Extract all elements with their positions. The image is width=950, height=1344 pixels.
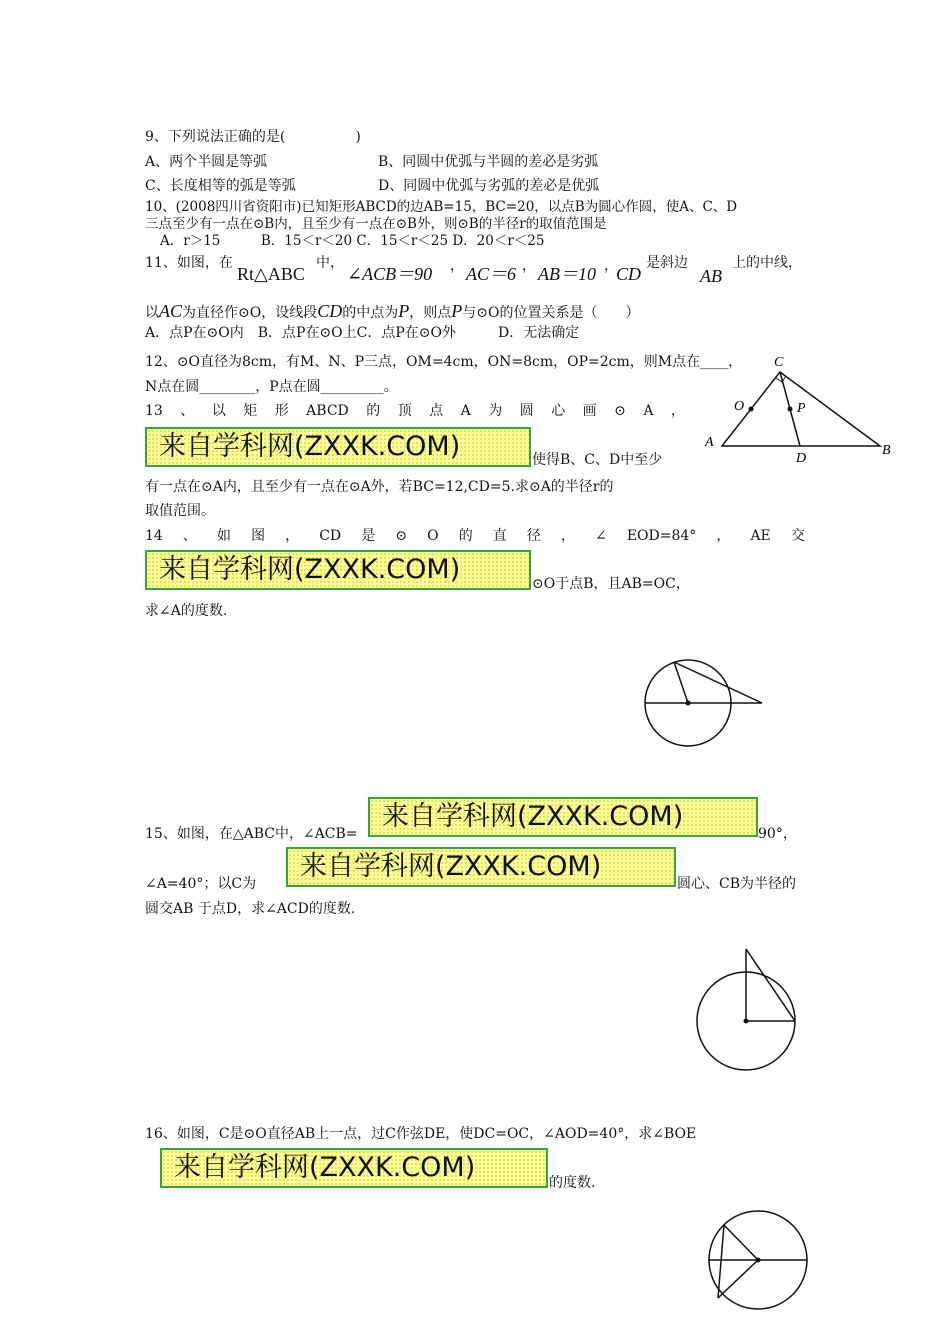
q12-line1: 12、⊙O直径为8cm，有M、N、P三点，OM=4cm，ON=8cm，OP=2cm，则M点在____， — [145, 354, 743, 370]
q11-options: A．点P在⊙O内 B．点P在⊙O上C．点P在⊙O外 D．无法确定 — [145, 325, 580, 341]
q11-comma1: ， — [450, 258, 464, 274]
q16-line1: 16、如图，C是⊙O直径AB上一点，过C作弦DE，使DC=OC，∠AOD=40°，求∠BOE — [145, 1126, 697, 1142]
triangle-figure — [700, 350, 900, 465]
q11-ab10: AB＝10 — [538, 264, 596, 284]
q12-line2: N点在圆________，P点在圆_________。 — [145, 379, 398, 395]
q11-line2-a: 以 — [145, 305, 159, 321]
circle-secant-figure — [640, 655, 770, 750]
q9-option-a: A、两个半圆是等弧 — [145, 154, 268, 170]
label-c: C — [774, 355, 784, 370]
q9-option-b: B、同圆中优弧与半圆的差必是劣弧 — [378, 154, 599, 170]
q11-line2-cd: CD — [317, 301, 343, 321]
label-a: A — [705, 435, 714, 450]
q11-comma3: ， — [604, 258, 618, 274]
q11-line2-c: 的中点为 — [342, 305, 399, 321]
q14-line3: 求∠A的度数. — [145, 603, 228, 619]
q15-line3: 圆交AB 于点D，求∠ACD的度数. — [145, 901, 356, 917]
q11-line2-p: P — [398, 301, 410, 321]
q16-line2-tail: 的度数. — [549, 1175, 596, 1191]
q11-angle: ∠ACB＝90 — [347, 264, 433, 284]
q13-line2-tail: 使得B、C、D中至少 — [532, 452, 663, 468]
q10-line2: 三点至少有一点在⊙B内，且至少有一点在⊙B外，则⊙B的半径r的取值范围是 — [145, 216, 607, 232]
q11-triangle: Rt△ABC — [237, 264, 305, 284]
q11-comma2: ， — [522, 258, 536, 274]
q11-mid2: 是斜边 — [646, 255, 688, 271]
q11-line2-e: 与⊙O的位置关系是（ ） — [462, 305, 640, 321]
q11-mid1: 中， — [316, 255, 344, 271]
q14-line1: 14 、 如 图 ， CD 是 ⊙ O 的 直 径 ， ∠ EOD=84° ， AE 交 — [145, 528, 805, 544]
watermark-banner: 来自学科网(ZXXK.COM) — [368, 797, 758, 837]
label-b: B — [882, 443, 891, 458]
q13-line4: 取值范围。 — [145, 503, 215, 519]
q11-line2-ac: AC — [159, 301, 183, 321]
watermark-banner: 来自学科网(ZXXK.COM) — [145, 550, 531, 590]
watermark-banner: 来自学科网(ZXXK.COM) — [160, 1148, 548, 1188]
watermark-banner: 来自学科网(ZXXK.COM) — [286, 847, 676, 887]
q11-prefix: 11、如图，在 — [145, 255, 233, 271]
q11-line2-d: ，则点 — [409, 305, 452, 321]
q9-option-d: D、同圆中优弧与劣弧的差必是优弧 — [378, 178, 600, 194]
q11-line2-p2: P — [451, 301, 463, 321]
q11-ab: AB — [700, 266, 722, 286]
circle-chord-figure — [700, 1210, 815, 1315]
label-p: P — [797, 401, 806, 416]
q9-option-c: C、长度相等的弧是等弧 — [145, 178, 296, 194]
label-d: D — [796, 451, 807, 465]
q10-line1: 10、(2008四川省资阳市)已知矩形ABCD的边AB=15，BC=20，以点B为圆心作圆，使A、C、D — [145, 199, 738, 215]
q15-line2-tail: 圆心、CB为半径的 — [677, 876, 796, 892]
q9-stem: 9、下列说法正确的是( ) — [145, 129, 361, 145]
q15-line2-head: ∠A=40°；以C为 — [145, 876, 257, 892]
q14-line2-tail: ⊙O于点B，且AB=OC， — [532, 576, 690, 592]
q11-ac6: AC＝6 — [466, 264, 517, 284]
q10-options: A．r＞15 B．15＜r＜20 C．15＜r＜25 D．20＜r＜25 — [160, 233, 545, 249]
q13-line3: 有一点在⊙A内，且至少有一点在⊙A外，若BC=12,CD=5.求⊙A的半径r的 — [145, 479, 614, 495]
q13-line1: 13 、 以 矩 形 ABCD 的 顶 点 A 为 圆 心 画 ⊙ A ， — [145, 403, 685, 419]
circle-triangle-figure — [690, 945, 810, 1075]
q11-line2-b: 为直径作⊙O，设线段 — [182, 305, 318, 321]
label-o: O — [734, 399, 745, 414]
watermark-banner: 来自学科网(ZXXK.COM) — [145, 427, 531, 467]
q11-suffix: 上的中线， — [732, 255, 802, 271]
q11-cd: CD — [616, 264, 642, 284]
q15-line1-head: 15、如图，在△ABC中，∠ACB= — [145, 826, 358, 842]
q15-line1-tail: 90°， — [758, 826, 797, 842]
